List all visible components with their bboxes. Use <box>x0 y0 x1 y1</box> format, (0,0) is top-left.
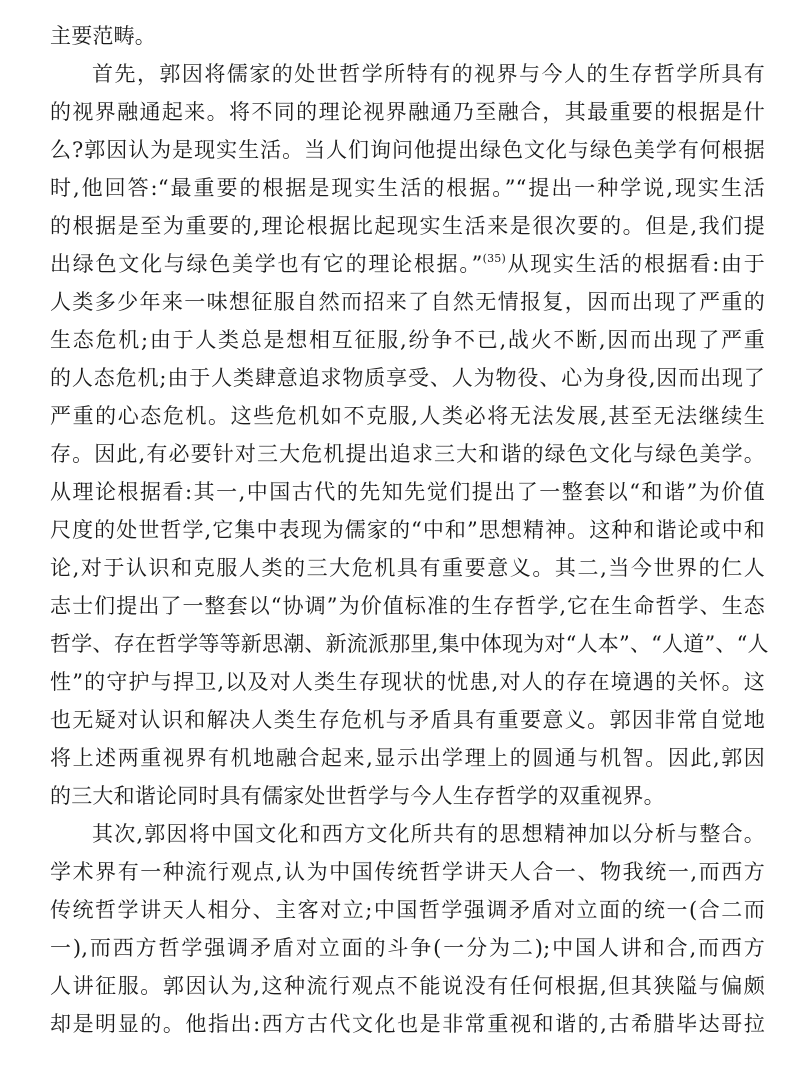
text-line: 志士们提出了一整套以“协调”为价值标准的生存哲学,它在生命哲学、生态 <box>50 594 765 618</box>
paragraph-last-line: 的三大和谐论同时具有儒家处世哲学与今人生存哲学的双重视界。 <box>50 784 665 808</box>
text-line-with-citation <box>50 245 765 283</box>
text-line: 严重的心态危机。这些危机如不克服,人类必将无法发展,甚至无法继续生 <box>50 404 765 428</box>
text-line: 也无疑对认识和解决人类生存危机与矛盾具有重要意义。郭因非常自觉地 <box>50 708 765 732</box>
text-segment: 出绿色文化与绿色美学也有它的理论根据。” <box>50 252 483 276</box>
text-line: 存。因此,有必要针对三大危机提出追求三大和谐的绿色文化与绿色美学。 <box>50 442 765 466</box>
text-line: 生态危机;由于人类总是想相互征服,纷争不已,战火不断,因而出现了严重 <box>50 328 765 352</box>
text-line: 时,他回答:“最重要的根据是现实生活的根据。”“提出一种学说,现实生活 <box>50 176 765 200</box>
text-line: 主要范畴。 <box>50 24 156 48</box>
text-segment: 从现实生活的根据看:由于 <box>505 252 765 276</box>
text-line: 性”的守护与捍卫,以及对人类生存现状的忧患,对人的存在境遇的关怀。这 <box>50 670 765 694</box>
text-line: 人讲征服。郭因认为,这种流行观点不能说没有任何根据,但其狭隘与偏颇 <box>50 974 765 998</box>
text-line: 人类多少年来一味想征服自然而招来了自然无情报复，因而出现了严重的 <box>50 290 765 314</box>
text-line: 的人态危机;由于人类肆意追求物质享受、人为物役、心为身役,因而出现了 <box>50 366 765 390</box>
text-line: 传统哲学讲天人相分、主客对立;中国哲学强调矛盾对立面的统一(合二而 <box>50 898 765 922</box>
text-line: 将上述两重视界有机地融合起来,显示出学理上的圆通与机智。因此,郭因 <box>50 746 765 770</box>
text-line: 么?郭因认为是现实生活。当人们询问他提出绿色文化与绿色美学有何根据 <box>50 138 765 162</box>
paragraph-first-line: 首先，郭因将儒家的处世哲学所特有的视界与今人的生存哲学所具有 <box>92 62 765 86</box>
text-line: 却是明显的。他指出:西方古代文化也是非常重视和谐的,古希腊毕达哥拉 <box>50 1012 765 1036</box>
text-line: 学术界有一种流行观点,认为中国传统哲学讲天人合一、物我统一,而西方 <box>50 860 765 884</box>
text-line: 哲学、存在哲学等等新思潮、新流派那里,集中体现为对“人本”、“人道”、“人 <box>50 632 769 656</box>
text-line: 从理论根据看:其一,中国古代的先知先觉们提出了一整套以“和谐”为价值 <box>50 480 765 504</box>
citation-marker: (35) <box>482 252 506 265</box>
paragraph-first-line: 其次,郭因将中国文化和西方文化所共有的思想精神加以分析与整合。 <box>92 822 765 846</box>
text-line: 的视界融通起来。将不同的理论视界融通乃至融合，其最重要的根据是什 <box>50 100 765 124</box>
text-line: 尺度的处世哲学,它集中表现为儒家的“中和”思想精神。这种和谐论或中和 <box>50 518 765 542</box>
text-line: 的根据是至为重要的,理论根据比起现实生活来是很次要的。但是,我们提 <box>50 214 765 238</box>
text-line: 论,对于认识和克服人类的三大危机具有重要意义。其二,当今世界的仁人 <box>50 556 765 580</box>
text-line: 一),而西方哲学强调矛盾对立面的斗争(一分为二);中国人讲和合,而西方 <box>50 936 765 960</box>
